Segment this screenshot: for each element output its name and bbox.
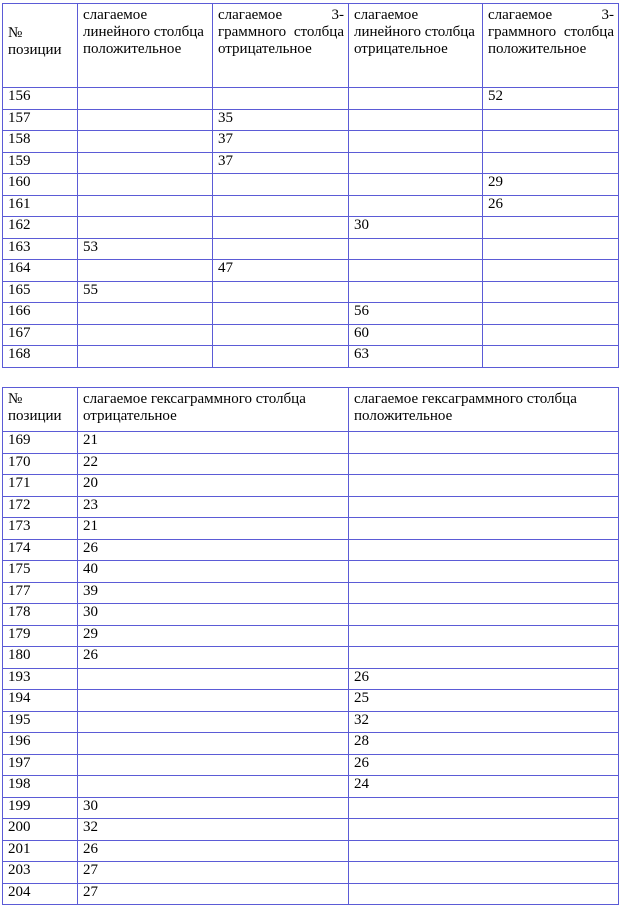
value-cell: 26 — [349, 668, 619, 690]
value-cell: 47 — [213, 260, 349, 282]
value-cell — [349, 475, 619, 497]
value-cell: 30 — [78, 604, 349, 626]
value-cell — [349, 819, 619, 841]
position-number-cell: 177 — [3, 582, 78, 604]
value-cell: 26 — [78, 647, 349, 669]
header-position-number: № позиции — [3, 388, 78, 432]
table-row — [3, 109, 619, 131]
table-row — [3, 647, 619, 669]
table-row — [3, 475, 619, 497]
value-cell: 30 — [78, 797, 349, 819]
value-cell — [78, 152, 213, 174]
value-cell — [483, 324, 619, 346]
table-row — [3, 604, 619, 626]
value-cell — [483, 260, 619, 282]
value-cell — [349, 539, 619, 561]
table-row — [3, 776, 619, 798]
table-row — [3, 625, 619, 647]
value-cell — [213, 324, 349, 346]
position-number-cell: 171 — [3, 475, 78, 497]
value-cell — [349, 195, 483, 217]
value-cell: 20 — [78, 475, 349, 497]
value-cell: 40 — [78, 561, 349, 583]
table-row — [3, 754, 619, 776]
value-cell — [349, 582, 619, 604]
value-cell — [349, 561, 619, 583]
table-row — [3, 346, 619, 368]
value-cell — [349, 797, 619, 819]
position-number-cell: 203 — [3, 862, 78, 884]
position-number-cell: 174 — [3, 539, 78, 561]
table-row — [3, 883, 619, 905]
value-cell — [483, 303, 619, 325]
value-cell: 27 — [78, 862, 349, 884]
value-cell — [213, 88, 349, 110]
table-row — [3, 324, 619, 346]
value-cell — [349, 152, 483, 174]
value-cell: 29 — [78, 625, 349, 647]
value-cell — [349, 88, 483, 110]
table-row — [3, 88, 619, 110]
value-cell — [78, 174, 213, 196]
positions-table-1 — [2, 3, 619, 368]
value-cell — [78, 88, 213, 110]
value-cell: 37 — [213, 131, 349, 153]
value-cell: 30 — [349, 217, 483, 239]
table-row — [3, 432, 619, 454]
header-3gram-negative: слагаемое 3-граммного столбца отрицательное — [213, 4, 349, 88]
value-cell — [349, 432, 619, 454]
value-cell — [483, 152, 619, 174]
value-cell — [78, 303, 213, 325]
value-cell: 23 — [78, 496, 349, 518]
value-cell — [349, 281, 483, 303]
value-cell — [78, 733, 349, 755]
value-cell — [78, 346, 213, 368]
position-number-cell: 196 — [3, 733, 78, 755]
value-cell — [349, 260, 483, 282]
position-number-cell: 169 — [3, 432, 78, 454]
position-number-cell: 161 — [3, 195, 78, 217]
value-cell — [213, 303, 349, 325]
value-cell: 29 — [483, 174, 619, 196]
value-cell — [78, 324, 213, 346]
position-number-cell: 204 — [3, 883, 78, 905]
table-row — [3, 217, 619, 239]
value-cell — [213, 195, 349, 217]
value-cell: 63 — [349, 346, 483, 368]
value-cell — [349, 109, 483, 131]
table-row — [3, 453, 619, 475]
value-cell: 53 — [78, 238, 213, 260]
value-cell — [483, 346, 619, 368]
position-number-cell: 194 — [3, 690, 78, 712]
value-cell — [213, 281, 349, 303]
value-cell — [349, 518, 619, 540]
position-number-cell: 166 — [3, 303, 78, 325]
value-cell — [349, 453, 619, 475]
value-cell — [349, 625, 619, 647]
value-cell: 27 — [78, 883, 349, 905]
position-number-cell: 199 — [3, 797, 78, 819]
header-3gram-positive: слагаемое 3-граммного столбца положительное — [483, 4, 619, 88]
position-number-cell: 180 — [3, 647, 78, 669]
value-cell — [213, 346, 349, 368]
table-row — [3, 582, 619, 604]
header-linear-positive: слагаемое линейного столбца положительное — [78, 4, 213, 88]
position-number-cell: 195 — [3, 711, 78, 733]
position-number-cell: 164 — [3, 260, 78, 282]
value-cell — [78, 690, 349, 712]
value-cell — [78, 711, 349, 733]
value-cell: 56 — [349, 303, 483, 325]
value-cell — [349, 131, 483, 153]
value-cell: 26 — [78, 840, 349, 862]
table-row — [3, 496, 619, 518]
value-cell — [349, 174, 483, 196]
value-cell — [349, 647, 619, 669]
table-row — [3, 195, 619, 217]
value-cell — [78, 668, 349, 690]
table-row — [3, 668, 619, 690]
table-row — [3, 539, 619, 561]
position-number-cell: 173 — [3, 518, 78, 540]
position-number-cell: 198 — [3, 776, 78, 798]
position-number-cell: 178 — [3, 604, 78, 626]
value-cell — [349, 496, 619, 518]
table-row — [3, 260, 619, 282]
position-number-cell: 168 — [3, 346, 78, 368]
value-cell — [483, 131, 619, 153]
table-row — [3, 840, 619, 862]
position-number-cell: 163 — [3, 238, 78, 260]
header-hexagram-positive: слагаемое гексаграммного столбца положительное — [349, 388, 619, 432]
table-row — [3, 711, 619, 733]
table-row — [3, 518, 619, 540]
value-cell — [78, 217, 213, 239]
value-cell: 37 — [213, 152, 349, 174]
position-number-cell: 162 — [3, 217, 78, 239]
table-row — [3, 281, 619, 303]
value-cell — [78, 776, 349, 798]
position-number-cell: 167 — [3, 324, 78, 346]
value-cell — [213, 217, 349, 239]
value-cell: 24 — [349, 776, 619, 798]
value-cell — [349, 862, 619, 884]
position-number-cell: 157 — [3, 109, 78, 131]
value-cell: 60 — [349, 324, 483, 346]
table-row — [3, 131, 619, 153]
position-number-cell: 170 — [3, 453, 78, 475]
position-number-cell: 197 — [3, 754, 78, 776]
table-row — [3, 690, 619, 712]
table-row — [3, 797, 619, 819]
table-row — [3, 174, 619, 196]
value-cell — [213, 238, 349, 260]
table-row — [3, 152, 619, 174]
value-cell: 21 — [78, 432, 349, 454]
value-cell — [483, 217, 619, 239]
position-number-cell: 158 — [3, 131, 78, 153]
header-linear-negative: слагаемое линейного столбца отрицательное — [349, 4, 483, 88]
position-number-cell: 193 — [3, 668, 78, 690]
position-number-cell: 200 — [3, 819, 78, 841]
value-cell: 39 — [78, 582, 349, 604]
value-cell: 26 — [78, 539, 349, 561]
value-cell — [349, 840, 619, 862]
value-cell: 25 — [349, 690, 619, 712]
position-number-cell: 201 — [3, 840, 78, 862]
value-cell — [483, 109, 619, 131]
header-hexagram-negative: слагаемое гексаграммного столбца отрицательное — [78, 388, 349, 432]
table-row — [3, 733, 619, 755]
value-cell — [483, 281, 619, 303]
table-header-row — [3, 388, 619, 432]
table-row — [3, 819, 619, 841]
value-cell — [78, 131, 213, 153]
value-cell — [349, 883, 619, 905]
value-cell — [78, 195, 213, 217]
position-number-cell: 165 — [3, 281, 78, 303]
position-number-cell: 159 — [3, 152, 78, 174]
value-cell: 32 — [349, 711, 619, 733]
value-cell: 52 — [483, 88, 619, 110]
table-row — [3, 303, 619, 325]
value-cell: 28 — [349, 733, 619, 755]
value-cell — [78, 109, 213, 131]
positions-table-2 — [2, 387, 619, 905]
value-cell — [483, 238, 619, 260]
value-cell: 26 — [349, 754, 619, 776]
value-cell: 22 — [78, 453, 349, 475]
table-row — [3, 862, 619, 884]
value-cell: 21 — [78, 518, 349, 540]
position-number-cell: 179 — [3, 625, 78, 647]
table-header-row — [3, 4, 619, 88]
value-cell — [78, 260, 213, 282]
value-cell — [349, 238, 483, 260]
value-cell: 35 — [213, 109, 349, 131]
value-cell — [349, 604, 619, 626]
value-cell — [78, 754, 349, 776]
value-cell: 55 — [78, 281, 213, 303]
value-cell: 26 — [483, 195, 619, 217]
position-number-cell: 175 — [3, 561, 78, 583]
table-row — [3, 561, 619, 583]
header-position-number: № позиции — [3, 4, 78, 88]
value-cell: 32 — [78, 819, 349, 841]
value-cell — [213, 174, 349, 196]
table-row — [3, 238, 619, 260]
position-number-cell: 172 — [3, 496, 78, 518]
position-number-cell: 156 — [3, 88, 78, 110]
position-number-cell: 160 — [3, 174, 78, 196]
